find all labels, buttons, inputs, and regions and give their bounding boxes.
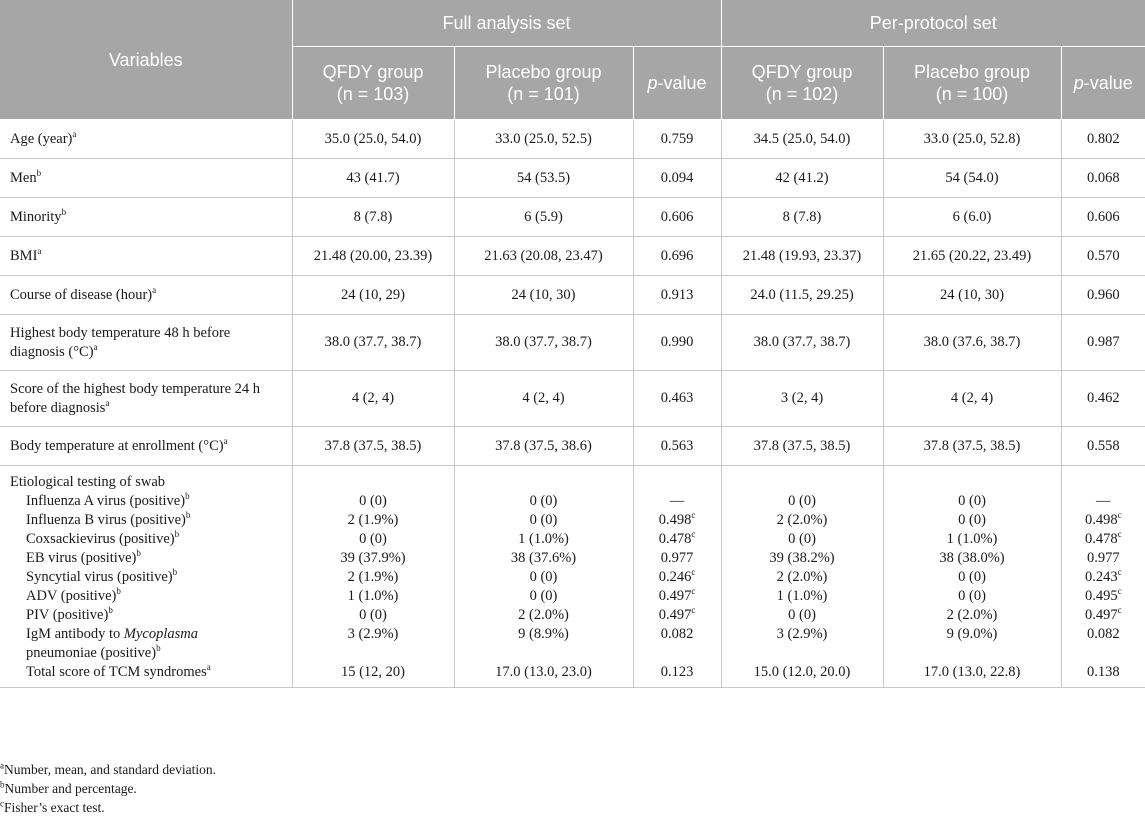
etiology-item-label: Influenza B virus (positive)$^b$ bbox=[26, 510, 191, 528]
cell-qfdy-full: 35.0 (25.0, 54.0) bbox=[292, 120, 454, 159]
header-pvalue-pp bbox=[1061, 47, 1145, 120]
cell-value: 2 (1.9%) bbox=[347, 512, 399, 528]
cell-pvalue-pp: 0.570 bbox=[1061, 237, 1145, 276]
cell-pvalue: — bbox=[1096, 493, 1111, 509]
cell-value: 0 (0) bbox=[359, 607, 387, 623]
cell-value: 3 (2.9%) bbox=[347, 626, 399, 642]
row-label bbox=[0, 427, 292, 466]
row-label-line2: before diagnosis bbox=[10, 399, 106, 416]
cell-value: 3 (2.9%) bbox=[776, 626, 828, 642]
cell-pvalue: 0.246$^c$ bbox=[658, 567, 696, 585]
header-qfdy-full-n: (n = 103) bbox=[336, 84, 410, 104]
footnote-a: $^a$Number, mean, and standard deviation. bbox=[0, 760, 217, 777]
cell-pvalue: 0.977 bbox=[660, 550, 694, 566]
header-value-suffix: -value bbox=[657, 73, 707, 93]
header-qfdy-pp-label: QFDY group bbox=[751, 62, 853, 82]
cell-pvalue: 0.243$^c$ bbox=[1084, 567, 1122, 585]
header-qfdy-full bbox=[292, 47, 454, 120]
cell-value: 39 (37.9%) bbox=[340, 550, 406, 566]
cell-value: 15.0 (12.0, 20.0) bbox=[753, 664, 851, 680]
cell-qfdy-pp: 24.0 (11.5, 29.25) bbox=[721, 276, 883, 315]
etiology-col-placebo-pp bbox=[883, 466, 1061, 688]
cell-pvalue-full: 0.696 bbox=[633, 237, 721, 276]
cell-qfdy-pp: 37.8 (37.5, 38.5) bbox=[721, 427, 883, 466]
etiology-col-qfdy-full bbox=[292, 466, 454, 688]
cell-qfdy-pp: 34.5 (25.0, 54.0) bbox=[721, 120, 883, 159]
cell-placebo-full: 38.0 (37.7, 38.7) bbox=[454, 315, 633, 371]
cell-pvalue-full: 0.094 bbox=[633, 159, 721, 198]
header-placebo-full bbox=[454, 47, 633, 120]
cell-value: 0 (0) bbox=[529, 569, 558, 585]
header-placebo-pp-n: (n = 100) bbox=[935, 84, 1009, 104]
cell-placebo-full: 54 (53.5) bbox=[454, 159, 633, 198]
etiology-col-placebo-full bbox=[454, 466, 633, 688]
row-label-text: Age (year) bbox=[10, 130, 73, 147]
cell-qfdy-full: 4 (2, 4) bbox=[292, 371, 454, 427]
cell-pvalue: 0.478$^c$ bbox=[658, 529, 696, 547]
cell-qfdy-full: 43 (41.7) bbox=[292, 159, 454, 198]
row-label bbox=[0, 237, 292, 276]
cell-value: 9 (8.9%) bbox=[518, 626, 569, 642]
header-full-analysis-set: Full analysis set bbox=[292, 0, 721, 47]
cell-placebo-pp: 54 (54.0) bbox=[883, 159, 1061, 198]
cell-qfdy-full: 24 (10, 29) bbox=[292, 276, 454, 315]
cell-value: 0 (0) bbox=[958, 512, 986, 528]
footnote-mark: b bbox=[61, 206, 67, 217]
cell-pvalue-pp: 0.558 bbox=[1061, 427, 1145, 466]
cell-pvalue-full: 0.913 bbox=[633, 276, 721, 315]
footnote-mark: a bbox=[105, 397, 110, 408]
row-label-text: BMI bbox=[10, 247, 38, 264]
cell-placebo-pp: 21.65 (20.22, 23.49) bbox=[883, 237, 1061, 276]
cell-value: 0 (0) bbox=[359, 531, 387, 547]
cell-value: 17.0 (13.0, 23.0) bbox=[495, 664, 592, 680]
cell-value: 2 (2.0%) bbox=[776, 512, 828, 528]
header-placebo-pp-label: Placebo group bbox=[913, 62, 1031, 82]
row-label-line2: diagnosis (°C) bbox=[10, 343, 94, 360]
cell-pvalue: 0.495$^c$ bbox=[1084, 586, 1122, 604]
cell-qfdy-pp: 38.0 (37.7, 38.7) bbox=[721, 315, 883, 371]
cell-pvalue: 0.082 bbox=[660, 626, 694, 642]
header-qfdy-full-label: QFDY group bbox=[322, 62, 424, 82]
cell-value: 9 (9.0%) bbox=[946, 626, 998, 642]
etiology-item-label: PIV (positive)$^b$ bbox=[26, 605, 113, 623]
table-row bbox=[0, 371, 1145, 427]
cell-pvalue: 0.497$^c$ bbox=[1084, 605, 1122, 623]
cell-placebo-pp: 33.0 (25.0, 52.8) bbox=[883, 120, 1061, 159]
cell-pvalue: 0.478$^c$ bbox=[1084, 529, 1122, 547]
cell-value: 0 (0) bbox=[788, 531, 816, 547]
header-qfdy-pp bbox=[721, 47, 883, 120]
cell-qfdy-pp: 8 (7.8) bbox=[721, 198, 883, 237]
row-label bbox=[0, 159, 292, 198]
cell-value: 0 (0) bbox=[359, 493, 387, 509]
row-label-line1: Score of the highest body temperature 24 h bbox=[10, 380, 261, 397]
cell-value: 1 (1.0%) bbox=[518, 531, 569, 547]
cell-value: 1 (1.0%) bbox=[776, 588, 828, 604]
row-label bbox=[0, 120, 292, 159]
etiology-item-label: EB virus (positive)$^b$ bbox=[26, 548, 141, 566]
footnote-c: $^c$Fisher’s exact test. bbox=[0, 798, 105, 815]
cell-placebo-full: 6 (5.9) bbox=[454, 198, 633, 237]
footnote-mark: a bbox=[72, 128, 77, 139]
row-label-text: Body temperature at enrollment (°C) bbox=[10, 437, 224, 454]
cell-pvalue-pp: 0.462 bbox=[1061, 371, 1145, 427]
etiology-item-label: ADV (positive)$^b$ bbox=[26, 586, 121, 604]
cell-qfdy-full: 8 (7.8) bbox=[292, 198, 454, 237]
cell-placebo-full: 4 (2, 4) bbox=[454, 371, 633, 427]
cell-pvalue: 0.082 bbox=[1086, 626, 1120, 642]
cell-placebo-pp: 38.0 (37.6, 38.7) bbox=[883, 315, 1061, 371]
cell-pvalue-pp: 0.802 bbox=[1061, 120, 1145, 159]
cell-placebo-pp: 6 (6.0) bbox=[883, 198, 1061, 237]
table-row bbox=[0, 159, 1145, 198]
table-row bbox=[0, 315, 1145, 371]
cell-qfdy-full: 21.48 (20.00, 23.39) bbox=[292, 237, 454, 276]
header-row-groups bbox=[0, 0, 1145, 47]
cell-placebo-pp: 4 (2, 4) bbox=[883, 371, 1061, 427]
etiology-item-label: Syncytial virus (positive)$^b$ bbox=[26, 567, 178, 585]
cell-placebo-pp: 24 (10, 30) bbox=[883, 276, 1061, 315]
header-pvalue-full bbox=[633, 47, 721, 120]
header-p-italic: p bbox=[647, 73, 658, 93]
row-label bbox=[0, 371, 292, 427]
cell-pvalue: 0.497$^c$ bbox=[658, 586, 696, 604]
cell-qfdy-pp: 3 (2, 4) bbox=[721, 371, 883, 427]
footnote-mark: a bbox=[152, 284, 157, 295]
cell-placebo-pp: 37.8 (37.5, 38.5) bbox=[883, 427, 1061, 466]
cell-pvalue-full: 0.759 bbox=[633, 120, 721, 159]
cell-pvalue: 0.977 bbox=[1086, 550, 1120, 566]
header-value-suffix: -value bbox=[1083, 73, 1133, 93]
etiology-item-label: Coxsackievirus (positive)$^b$ bbox=[26, 529, 180, 547]
cell-value: 0 (0) bbox=[958, 569, 986, 585]
row-label-text: Men bbox=[10, 169, 37, 186]
footnote-mark: a bbox=[223, 435, 228, 446]
cell-value: 2 (2.0%) bbox=[518, 607, 569, 623]
footnote-mark: b bbox=[36, 167, 42, 178]
cell-placebo-full: 24 (10, 30) bbox=[454, 276, 633, 315]
cell-value: 17.0 (13.0, 22.8) bbox=[923, 664, 1021, 680]
footnote-mark: a bbox=[93, 341, 98, 352]
etiology-title: Etiological testing of swab bbox=[10, 474, 166, 490]
row-label bbox=[0, 315, 292, 371]
cell-placebo-full: 33.0 (25.0, 52.5) bbox=[454, 120, 633, 159]
cell-pvalue: 0.498$^c$ bbox=[1084, 510, 1122, 528]
cell-value: 0 (0) bbox=[529, 493, 558, 509]
cell-value: 38 (37.6%) bbox=[510, 550, 577, 566]
cell-value: 0 (0) bbox=[529, 512, 558, 528]
table-row bbox=[0, 276, 1145, 315]
row-label-text: Course of disease (hour) bbox=[10, 286, 153, 303]
header-p-italic: p bbox=[1073, 73, 1084, 93]
cell-pvalue: 0.497$^c$ bbox=[658, 605, 696, 623]
etiology-col-pvalue-full bbox=[633, 466, 721, 688]
cell-qfdy-full: 38.0 (37.7, 38.7) bbox=[292, 315, 454, 371]
cell-value: 0 (0) bbox=[958, 588, 986, 604]
etiology-igm-label: IgM antibody to Mycoplasma pneumoniae (positive)$^b$ bbox=[26, 626, 198, 661]
cell-pvalue: — bbox=[669, 493, 685, 509]
header-placebo-full-n: (n = 101) bbox=[507, 84, 580, 104]
cell-value: 15 (12, 20) bbox=[340, 664, 406, 680]
etiology-block bbox=[0, 466, 1145, 688]
cell-pvalue-full: 0.606 bbox=[633, 198, 721, 237]
cell-value: 1 (1.0%) bbox=[946, 531, 998, 547]
etiology-labels bbox=[0, 466, 292, 688]
table-row bbox=[0, 198, 1145, 237]
cell-value: 38 (38.0%) bbox=[939, 550, 1005, 566]
cell-pvalue-pp: 0.987 bbox=[1061, 315, 1145, 371]
row-label-line1: Highest body temperature 48 h before bbox=[10, 324, 231, 341]
cell-value: 0 (0) bbox=[529, 588, 558, 604]
cell-value: 2 (2.0%) bbox=[776, 569, 828, 585]
cell-placebo-full: 37.8 (37.5, 38.6) bbox=[454, 427, 633, 466]
row-label-text: Minority bbox=[10, 208, 62, 225]
cell-qfdy-full: 37.8 (37.5, 38.5) bbox=[292, 427, 454, 466]
cell-placebo-full: 21.63 (20.08, 23.47) bbox=[454, 237, 633, 276]
cell-pvalue-full: 0.563 bbox=[633, 427, 721, 466]
cell-value: 0 (0) bbox=[788, 493, 816, 509]
table-row bbox=[0, 237, 1145, 276]
etiology-item-label: Influenza A virus (positive)$^b$ bbox=[26, 491, 190, 509]
header-placebo-full-label: Placebo group bbox=[485, 62, 602, 82]
footnote-mark: a bbox=[37, 245, 42, 256]
cell-value: 1 (1.0%) bbox=[347, 588, 399, 604]
etiology-col-pvalue-pp bbox=[1061, 466, 1145, 688]
cell-pvalue: 0.498$^c$ bbox=[658, 510, 696, 528]
header-qfdy-pp-n: (n = 102) bbox=[765, 84, 839, 104]
cell-value: 2 (1.9%) bbox=[347, 569, 399, 585]
cell-value: 0 (0) bbox=[788, 607, 816, 623]
cell-value: 2 (2.0%) bbox=[946, 607, 998, 623]
etiology-col-qfdy-pp bbox=[721, 466, 883, 688]
cell-value: 39 (38.2%) bbox=[769, 550, 835, 566]
header-per-protocol-set: Per-protocol set bbox=[721, 0, 1145, 47]
footnote-b: $^b$Number and percentage. bbox=[0, 779, 137, 796]
etiology-tcm-label: Total score of TCM syndromes$^a$ bbox=[26, 662, 211, 680]
row-label bbox=[0, 198, 292, 237]
cell-pvalue: 0.123 bbox=[660, 664, 694, 680]
cell-qfdy-pp: 21.48 (19.93, 23.37) bbox=[721, 237, 883, 276]
header-placebo-pp bbox=[883, 47, 1061, 120]
cell-pvalue-pp: 0.960 bbox=[1061, 276, 1145, 315]
cell-pvalue-pp: 0.068 bbox=[1061, 159, 1145, 198]
cell-value: 0 (0) bbox=[958, 493, 986, 509]
cell-pvalue-full: 0.990 bbox=[633, 315, 721, 371]
cell-pvalue: 0.138 bbox=[1086, 664, 1120, 680]
header-variables: Variables bbox=[0, 0, 292, 120]
table-footnotes bbox=[0, 760, 216, 817]
cell-qfdy-pp: 42 (41.2) bbox=[721, 159, 883, 198]
table-row bbox=[0, 427, 1145, 466]
row-label bbox=[0, 276, 292, 315]
table-row bbox=[0, 120, 1145, 159]
cell-pvalue-pp: 0.606 bbox=[1061, 198, 1145, 237]
cell-pvalue-full: 0.463 bbox=[633, 371, 721, 427]
